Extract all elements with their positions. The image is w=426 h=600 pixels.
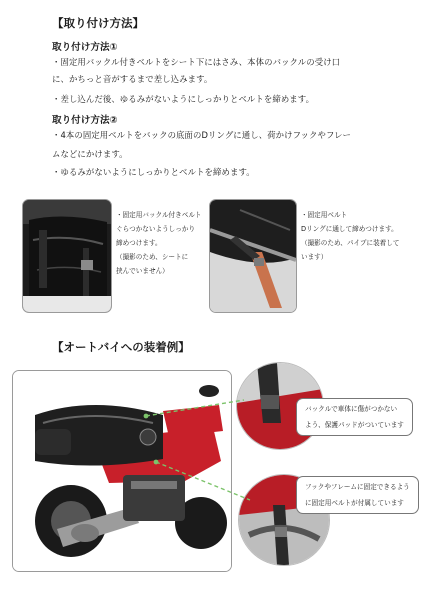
left-caption-line: （撮影のため、シートに (116, 253, 189, 261)
method1-line-1: ・固定用バックル付きベルトをシート下にはさみ、本体のバックルの受け口 (52, 57, 341, 67)
method2-line-2: ムなどにかけます。 (52, 149, 128, 159)
right-caption-line: ・固定用ベルト (301, 211, 348, 219)
pad-callout-line: バックルで車体に傷がつかない (305, 405, 398, 413)
pad-callout (296, 398, 413, 436)
method1-line-2: に、かちっと音がするまで差し込みます。 (52, 74, 213, 84)
right-caption-line: （撮影のため、パイプに装着して (301, 239, 400, 247)
hook-callout-line: に固定用ベルトが付属しています (305, 499, 404, 507)
method2-line-1: ・4本の固定用ベルトをバックの底面のDリングに通し、荷かけフックやフレー (52, 130, 352, 140)
right-caption-line: います） (301, 253, 328, 261)
left-caption-line: ・固定用バックル付きベルト (116, 211, 202, 219)
method2-line-3: ・ゆるみがないようにしっかりとベルトを締めます。 (52, 167, 255, 177)
left-caption-line: 挟んでいません） (116, 267, 169, 275)
method1-title: 取り付け方法① (52, 42, 118, 53)
install-title: 【取り付け方法】 (52, 16, 144, 30)
method2-title: 取り付け方法② (52, 115, 118, 126)
hook-callout-line: フックやフレームに固定できるよう (305, 483, 410, 491)
left-caption-line: 締めつけます。 (116, 239, 162, 247)
right-caption-line: Dリングに通して締めつけます。 (301, 225, 398, 233)
example-title: 【オートバイへの装着例】 (52, 340, 190, 354)
hook-callout (296, 476, 419, 514)
method1-line-3: ・差し込んだ後、ゆるみがないようにしっかりとベルトを締めます。 (52, 94, 315, 104)
left-caption-line: ぐらつかないようしっかり (116, 225, 196, 233)
pad-callout-line: よう、保護パッドがついています (305, 421, 404, 429)
